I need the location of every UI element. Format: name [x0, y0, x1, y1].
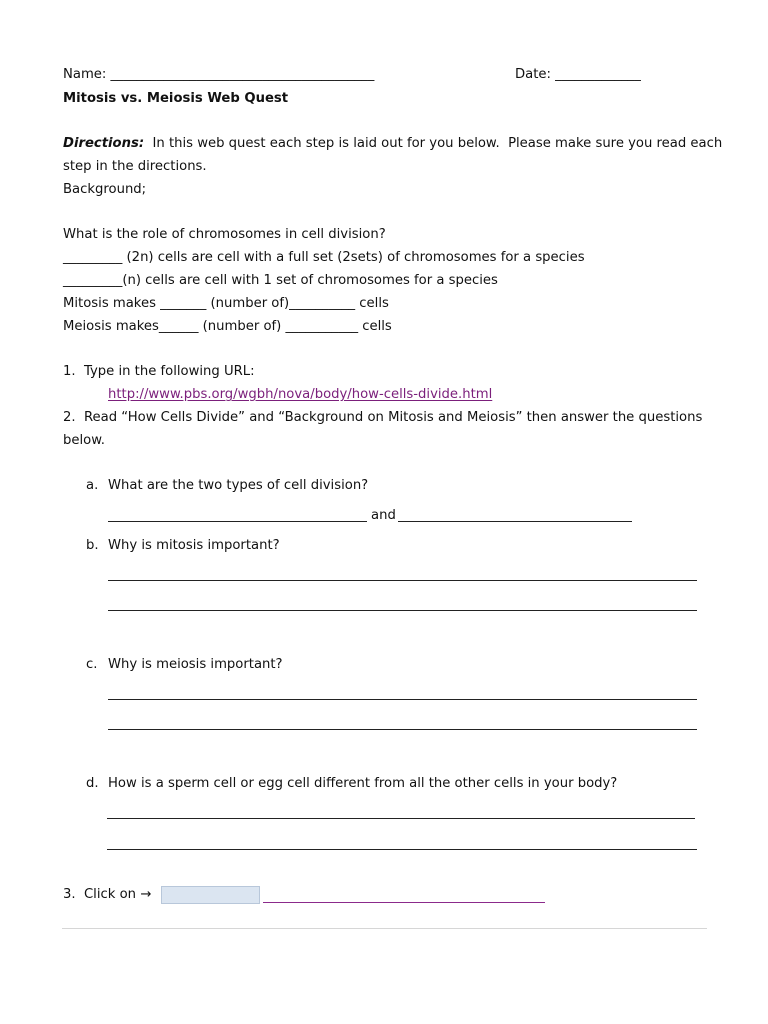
background-question-5: Meiosis makes______ (number of) ___________ cells: [63, 319, 392, 334]
question-d-letter: d.: [86, 776, 99, 791]
date-field-label: Date: _____________: [515, 67, 641, 82]
question-c-letter: c.: [86, 657, 98, 672]
answer-a-blank-1[interactable]: [108, 521, 367, 522]
answer-a-blank-2[interactable]: [398, 521, 632, 522]
step-3-link-box[interactable]: [161, 886, 260, 904]
answer-b-line-2[interactable]: [108, 610, 697, 611]
question-a-and: and: [371, 508, 396, 523]
background-question-2: _________ (2n) cells are cell with a full set (2sets) of chromosomes for a species: [63, 250, 585, 265]
question-d-text: How is a sperm cell or egg cell different from all the other cells in your body?: [108, 776, 618, 791]
answer-d-line-2[interactable]: [107, 849, 697, 850]
question-a-text: What are the two types of cell division?: [108, 478, 369, 493]
step-1-url-link[interactable]: http://www.pbs.org/wgbh/nova/body/how-cells-divide.html: [108, 387, 493, 402]
page-title: Mitosis vs. Meiosis Web Quest: [63, 91, 289, 106]
step-3-link-underline[interactable]: [263, 902, 545, 903]
background-question-4: Mitosis makes _______ (number of)__________ cells: [63, 296, 389, 311]
step-2-line-1: 2. Read “How Cells Divide” and “Background on Mitosis and Meiosis” then answer the questions: [63, 410, 703, 425]
directions-label: Directions:: [63, 136, 145, 151]
answer-c-line-2[interactable]: [108, 729, 697, 730]
question-c-text: Why is meiosis important?: [108, 657, 283, 672]
directions-line-2: step in the directions.: [63, 159, 207, 174]
name-field-label: Name: ________________________________________: [63, 67, 375, 82]
step-1-text: 1. Type in the following URL:: [63, 364, 255, 379]
step-3-text: 3. Click on →: [63, 887, 152, 902]
background-heading: Background;: [63, 182, 147, 197]
question-a-letter: a.: [86, 478, 99, 493]
background-question-3: _________(n) cells are cell with 1 set of chromosomes for a species: [63, 273, 498, 288]
question-b-text: Why is mitosis important?: [108, 538, 280, 553]
question-b-letter: b.: [86, 538, 99, 553]
step-2-line-2: below.: [63, 433, 105, 448]
answer-c-line-1[interactable]: [108, 699, 697, 700]
page-bottom-divider: [62, 928, 707, 929]
directions-text-1: In this web quest each step is laid out for you below. Please make sure you read each: [144, 136, 723, 151]
directions-line-1: [63, 135, 722, 153]
answer-d-line-1[interactable]: [107, 818, 695, 819]
background-question-1: What is the role of chromosomes in cell division?: [63, 227, 386, 242]
answer-b-line-1[interactable]: [108, 580, 697, 581]
